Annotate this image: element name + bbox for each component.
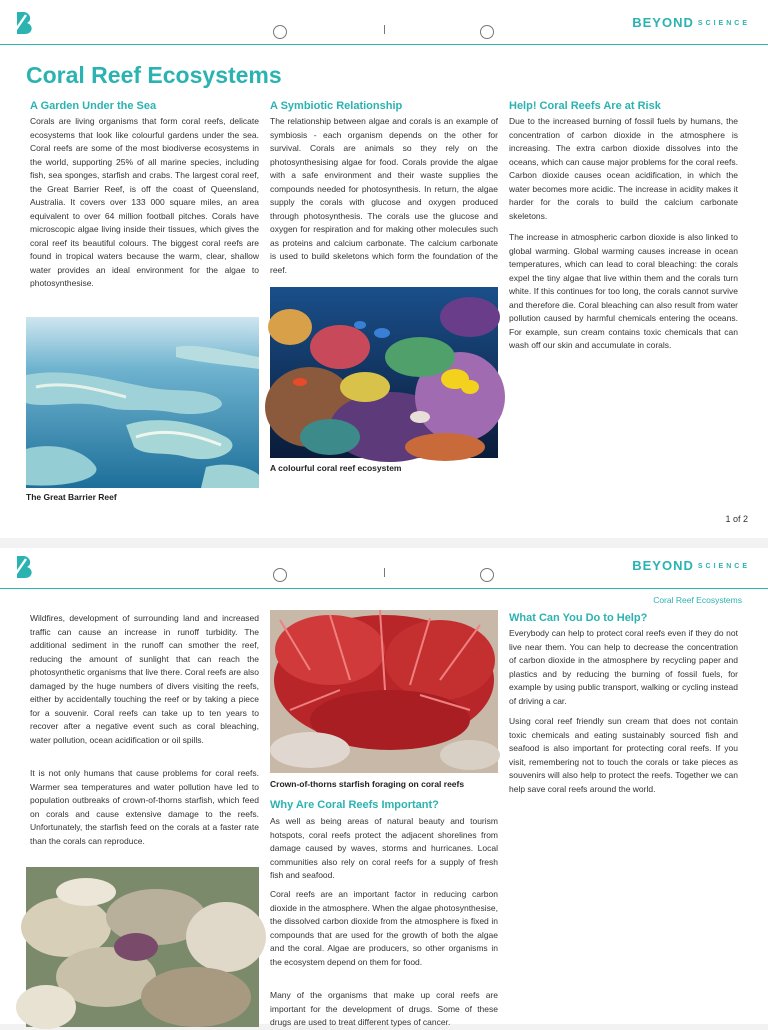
page-title: Coral Reef Ecosystems <box>26 62 282 88</box>
photo-caption-coral-ecosystem: A colourful coral reef ecosystem <box>270 463 402 473</box>
center-mark <box>384 25 385 34</box>
section-text-at-risk-2: The increase in atmospheric carbon dioxide is also linked to global warming. Global warming causes increase in ocean temperatures, which can lead to coral bleaching: the corals expel the tiny algae that live within them and the corals turn white. If this continues for too long, the corals cannot survive and therefore die. Coral bleaching can also result from water pollution caused by harmful chemicals entering the oceans. For example, sun cream contains toxic chemicals that can wash off our skin and accumulate in corals. <box>509 232 738 350</box>
section-heading-garden: A Garden Under the Sea <box>30 100 157 112</box>
section-text-at-risk-1: Due to the increased burning of fossil fuels by humans, the concentration of carbon dioxide in the atmosphere is increasing. The extra carbon dioxide dissolves into the oceans, which can cause major problems for the coral reefs. Carbon dioxide causes ocean acidification, in which the water becomes more acidic. The increase in acidity makes it harder for the corals to build the calcium carbonate skeletons. <box>509 116 738 221</box>
great-barrier-reef-photo <box>26 317 259 488</box>
section-text-importance-2: Coral reefs are an important factor in reducing carbon dioxide in the atmosphere. When the algae photosynthesise, the dissolved carbon dioxide from the atmosphere is fixed in compounds that are used for the growth of both the algae and the coral. Algae are producers, so other organisms in the ecosystem depend on them for food. <box>270 889 498 967</box>
photo-caption-starfish: Crown-of-thorns starfish foraging on coral reefs <box>270 779 465 789</box>
punch-hole-icon <box>273 25 287 39</box>
brand-wordmark: BEYOND SCIENCE <box>632 15 750 30</box>
section-text-symbiotic: The relationship between algae and corals is an example of symbiosis - each organism depends on the other for survival. Corals are animals so they rely on the photosynthesising algae for food. Corals provide the algae with a safe environment and their waste supplies the compounds needed for photosynthesis. In return, the algae supply the corals with glucose and oxygen produced through photosynthesis. The corals use the glucose and oxygen for respiration and for making other molecules such as proteins and calcium carbonate. The calcium carbonate is used to build skeletons which form the foundation of the reef. <box>270 116 498 275</box>
section-heading-symbiotic: A Symbiotic Relationship <box>270 100 403 112</box>
section-text-garden: Corals are living organisms that form coral reefs, delicate ecosystems that look like colourful gardens under the sea. Coral reefs are some of the most biodiverse ecosystems in the world, supporting 25% of all marine species, including fish, sea sponges, starfish and crabs. The largest coral reef, the Great Barrier Reef, is off the coast of Queensland, Australia. It covers over 133 000 square miles, an area equivalent to over 64 million football pitches. Corals have microscopic algae living inside their tissues, which gives the coral reef its beautiful colours. The biggest coral reefs are found in tropical waters because the warm, clear, shallow water provides an ideal environment for the algae to photosynthesise. <box>30 116 259 288</box>
punch-hole-icon <box>273 568 287 582</box>
section-text-help-2: Using coral reef friendly sun cream that does not contain toxic chemicals and eating sustainably sourced fish and seafood is also important for protecting coral reefs. If you visit, remembering not to touch the corals or take pieces as souvenirs will also help to protect the reefs. Together we can help save coral reefs around the world. <box>509 716 738 794</box>
bleached-coral-photo <box>26 867 259 1027</box>
punch-hole-icon <box>480 568 494 582</box>
photo-caption-barrier-reef: The Great Barrier Reef <box>26 492 117 502</box>
beyond-logo-icon <box>14 11 36 35</box>
section-text-importance-1: As well as being areas of natural beauty and tourism hotspots, coral reefs protect the adjacent shorelines from damage caused by waves, storms and hurricanes. Local communities also rely on coral reefs for a supply of fresh fish and seafood. <box>270 816 498 880</box>
header-rule <box>0 588 768 589</box>
section-heading-help: What Can You Do to Help? <box>509 612 648 624</box>
section-text-help-1: Everybody can help to protect coral reefs even if they do not live near them. You can help to decrease the concentration of carbon dioxide in the atmosphere by recycling paper and plastics and by reducing the burning of fossil fuels, for example by using public transport, walking or cycling instead of driving a car. <box>509 628 738 706</box>
coral-reef-ecosystem-photo <box>270 287 498 458</box>
section-text-threats-1: Wildfires, development of surrounding land and increased traffic can cause an increase in runoff turbidity. The additional sediment in the runoff can smother the reef, reducing the amount of sunlight that can reach the photosynthetic organisms that live there. Coral reefs are also damaged by the huge numbers of divers visiting the reefs, either by accidentally touching the reef or by taking a piece for a souvenir. Coral reefs can take up to ten years to recover after a negative event such as coral bleaching, water pollution, ocean acidification or oil spills. <box>30 613 259 745</box>
beyond-logo-icon <box>14 555 36 579</box>
brand-wordmark: BEYOND SCIENCE <box>632 558 750 573</box>
punch-hole-icon <box>480 25 494 39</box>
section-heading-importance: Why Are Coral Reefs Important? <box>270 799 439 811</box>
running-title: Coral Reef Ecosystems <box>653 595 742 605</box>
section-text-importance-3: Many of the organisms that make up coral reefs are important for the development of drugs. Some of these drugs are used to treat different types of cancer. <box>270 990 498 1027</box>
document-page-2 <box>0 548 768 1027</box>
section-heading-at-risk: Help! Coral Reefs Are at Risk <box>509 100 661 112</box>
crown-of-thorns-starfish-photo <box>270 610 498 773</box>
section-text-threats-2: It is not only humans that cause problems for coral reefs. Warmer sea temperatures and water pollution have led to population outbreaks of crown-of-thorns starfish, which feed on corals and cause extensive damage to the reefs. Unfortunately, the starfish feed on the corals at a faster rate than the corals can reproduce. <box>30 768 259 846</box>
page-number: 1 of 2 <box>725 514 748 524</box>
center-mark <box>384 568 385 577</box>
header-rule <box>0 44 768 45</box>
